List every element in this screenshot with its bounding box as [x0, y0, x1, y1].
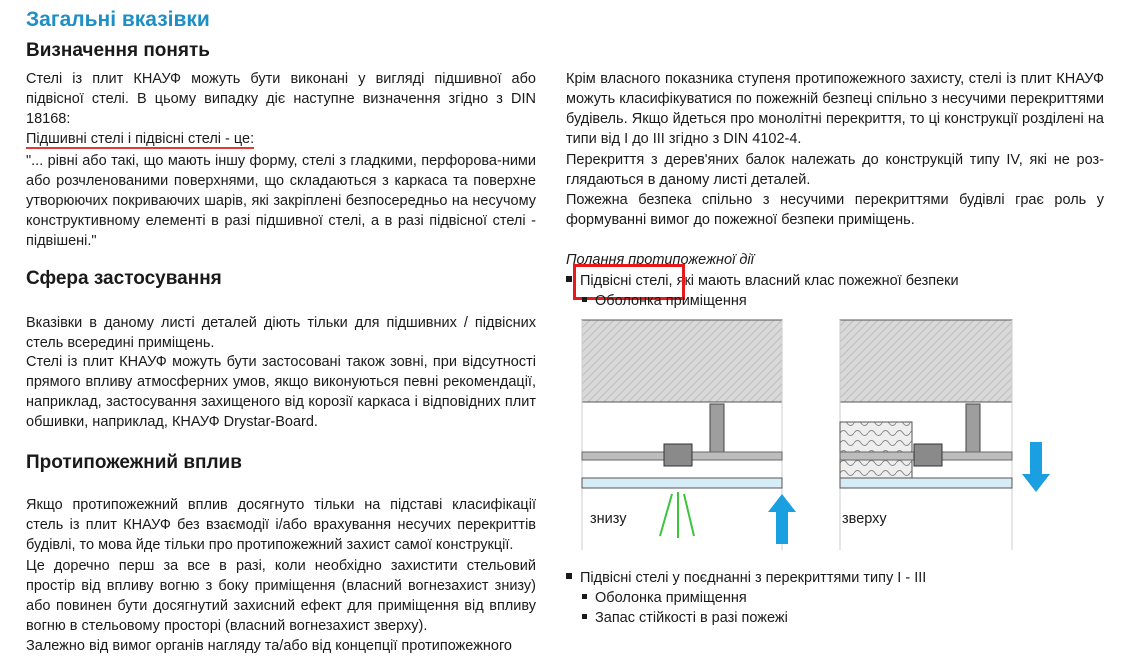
section-title-scope: Сфера застосування — [26, 268, 222, 289]
sub-bullet-room-shell-2 — [582, 588, 747, 608]
fire-paragraph-1: Якщо протипожежний вплив досягнуто тільки на підставі класифікації стель із плит КНАУФ без взаємодії і/або врахування несучих перекриттів будівлі, то мова йде тільки про протипожежний захист самої конструкції. — [26, 497, 536, 553]
definition-quote: "... рівні або такі, що мають іншу форму, стелі з гладкими, перфорова-ними або розчленованими поверхнями, що складаються з каркаса та поверхне утворюючих покриваючих шарів, які закріплені безпосередньо на несучому конструктивному елементі в разі підшивної стелі, а в разі підвісної стелі - підвішені." — [26, 153, 536, 249]
mineral-wool — [840, 422, 912, 478]
sub-bullet-text: Запас стійкості в разі пожежі — [595, 610, 788, 626]
section-title-fire: Протипожежний вплив — [26, 452, 242, 473]
bullet-square-icon — [582, 594, 587, 599]
hanger — [710, 404, 724, 454]
bullet-square-icon — [582, 297, 587, 302]
scope-paragraph-1: Вказівки в даному листі деталей діють тільки для підшивних / підвісних стель всередині приміщень. — [26, 315, 536, 351]
classification-paragraph: Крім власного показника ступеня протипожежного захисту, стелі із плит КНАУФ можуть класифікуватися по пожежній безпеці спільно з несучими перекриттями будівель. Якщо йдеться про монолітні перекриття, то ці конструкції розділені на типи від І до ІІІ згідно з DIN 4102-4. — [566, 71, 1104, 147]
scope-paragraph-2: Стелі із плит КНАУФ можуть бути застосовані також зовні, при відсутності прямого впливу атмосферних умов, якщо виконуються певні рекомендації, наприклад, застосування захищеного від корозії каркаса і відповідних плит обшивки, наприклад, КНАУФ Drystar-Board. — [26, 354, 536, 430]
sub-bullet-fire-reserve — [582, 608, 788, 628]
definitions-paragraph: Стелі із плит КНАУФ можуть бути виконані у вигляді підшивної або підвісної стелі. В цьому випадку діє наступне визначення згідно з DIN 18168: — [26, 71, 536, 127]
arrow-down-icon — [1022, 442, 1050, 492]
fire-safety-paragraph: Пожежна безпека спільно з несучими перекриттями будівлі грає роль у формуванні вимог до пожежної безпеки приміщень. — [566, 192, 1104, 228]
bullet-square-icon — [566, 276, 572, 282]
bullet-text: Підвісні стелі у поєднанні з перекриттями типу I - III — [580, 570, 927, 586]
board — [582, 478, 782, 488]
sub-bullet-text: Оболонка приміщення — [595, 293, 747, 309]
diagram-label-above: зверху — [842, 511, 887, 527]
concrete-slab — [582, 320, 782, 402]
arrow-up-icon — [768, 494, 796, 544]
fire-direction-heading: Полання протипожежної дії — [566, 252, 754, 268]
ceiling-diagrams — [560, 318, 1120, 550]
bullet-square-icon — [582, 614, 587, 619]
diagram-label-below: знизу — [590, 511, 627, 527]
bullet-highlight: Підвісні стелі, — [580, 273, 673, 289]
hanger — [966, 404, 980, 454]
sub-bullet-room-shell — [582, 291, 747, 311]
page-title: Загальні вказівки — [26, 8, 210, 31]
fire-paragraph-3: Залежно від вимог органів нагляду та/або від концепції протипожежного — [26, 638, 512, 654]
connector — [914, 444, 942, 466]
connector — [664, 444, 692, 466]
sub-bullet-text: Оболонка приміщення — [595, 590, 747, 606]
section-title-definitions: Визначення понять — [26, 40, 210, 61]
bullet-rest: які мають власний клас пожежної безпеки — [672, 273, 959, 289]
definition-heading-text: Підшивні стелі і підвісні стелі - це: — [26, 131, 255, 147]
fire-flame-icon — [660, 492, 694, 538]
bullet-square-icon — [566, 573, 572, 579]
definition-heading — [26, 129, 254, 149]
bullet-combined-ceilings — [566, 568, 926, 588]
board — [840, 478, 1012, 488]
timber-paragraph: Перекриття з дерев'яних балок належать до конструкцій типу IV, які не роз-глядаються в даному листі деталей. — [566, 152, 1104, 188]
concrete-slab — [840, 320, 1012, 402]
fire-paragraph-2: Це доречно перш за все в разі, коли необхідно захистити стельовий простір від впливу вогню з боку приміщення (власний вогнезахист знизу) або повинен бути досягнутий захисний ефект для приміщення від впливу вогню в стельовому просторі (власний вогнезахист зверху). — [26, 558, 536, 634]
